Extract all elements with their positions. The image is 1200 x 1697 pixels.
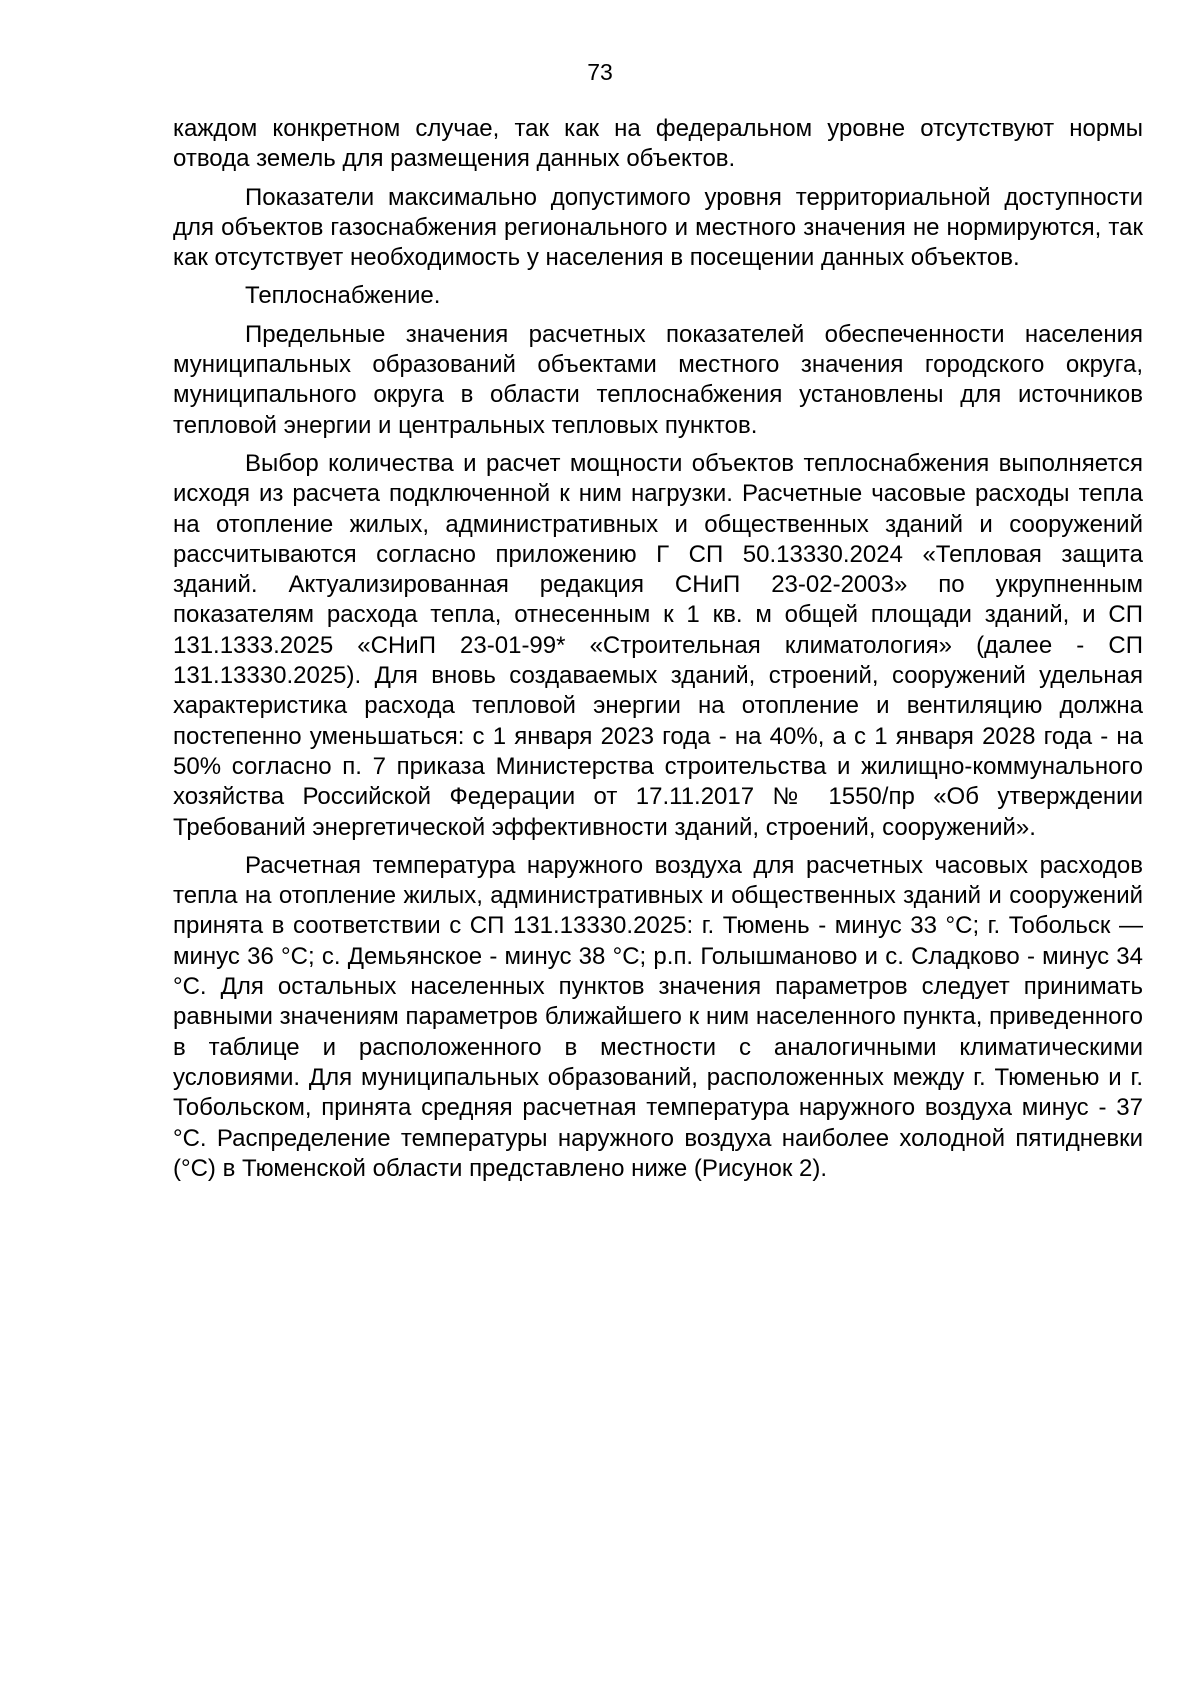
page-body xyxy=(173,114,1143,1192)
paragraph-heat-capacity: Выбор количества и расчет мощности объектов теплоснабжения выполняется исходя из расчета подключенной к ним нагрузки. Расчетные часовые расходы тепла на отопление жилых, административных и общественных зданий и сооружений рассчитываются согласно приложению Г СП 50.13330.2024 «Тепловая защита зданий. Актуализированная редакция СНиП 23-02-2003» по укрупненным показателям расхода тепла, отнесенным к 1 кв. м общей площади зданий, и СП 131.1333.2025 «СНиП 23-01-99* «Строительная климатология» (далее - СП 131.13330.2025). Для вновь создаваемых зданий, строений, сооружений удельная характеристика расхода тепловой энергии на отопление и вентиляцию должна постепенно уменьшаться: с 1 января 2023 года - на 40%, а с 1 января 2028 года - на 50% согласно п. 7 приказа Министерства строительства и жилищно-коммунального хозяйства Российской Федерации от 17.11.2017 № 1550/пр «Об утверждении Требований энергетической эффективности зданий, строений, сооружений». xyxy=(173,449,1143,841)
paragraph-heat-limits: Предельные значения расчетных показателей обеспеченности населения муниципальных образований объектами местного значения городского округа, муниципального округа в области теплоснабжения установлены для источников тепловой энергии и центральных тепловых пунктов. xyxy=(173,320,1143,439)
section-heading-heat-supply: Теплоснабжение. xyxy=(245,282,441,310)
paragraph-gas-accessibility: Показатели максимально допустимого уровня территориальной доступности для объектов газоснабжения регионального и местного значения не нормируются, так как отсутствует необходимость у населения в посещении данных объектов. xyxy=(173,183,1143,272)
paragraph-outdoor-temperature: Расчетная температура наружного воздуха для расчетных часовых расходов тепла на отопление жилых, административных и общественных зданий и сооружений принята в соответствии с СП 131.13330.2025: г. Тюмень - минус 33 °С; г. Тобольск — минус 36 °С; с. Демьянское - минус 38 °С; р.п. Голышманово и с. Сладково - минус 34 °С. Для остальных населенных пунктов значения параметров следует принимать равными значениям параметров ближайшего к ним населенного пункта, приведенного в таблице и расположенного в местности с аналогичными климатическими условиями. Для муниципальных образований, расположенных между г. Тюменью и г. Тобольском, принята средняя расчетная температура наружного воздуха минус - 37 °С. Распределение температуры наружного воздуха наиболее холодной пятидневки (°С) в Тюменской области представлено ниже (Рисунок 2). xyxy=(173,851,1143,1182)
page-number: 73 xyxy=(587,59,613,85)
paragraph-continuation: каждом конкретном случае, так как на федеральном уровне отсутствуют нормы отвода земель для размещения данных объектов. xyxy=(173,115,1143,173)
